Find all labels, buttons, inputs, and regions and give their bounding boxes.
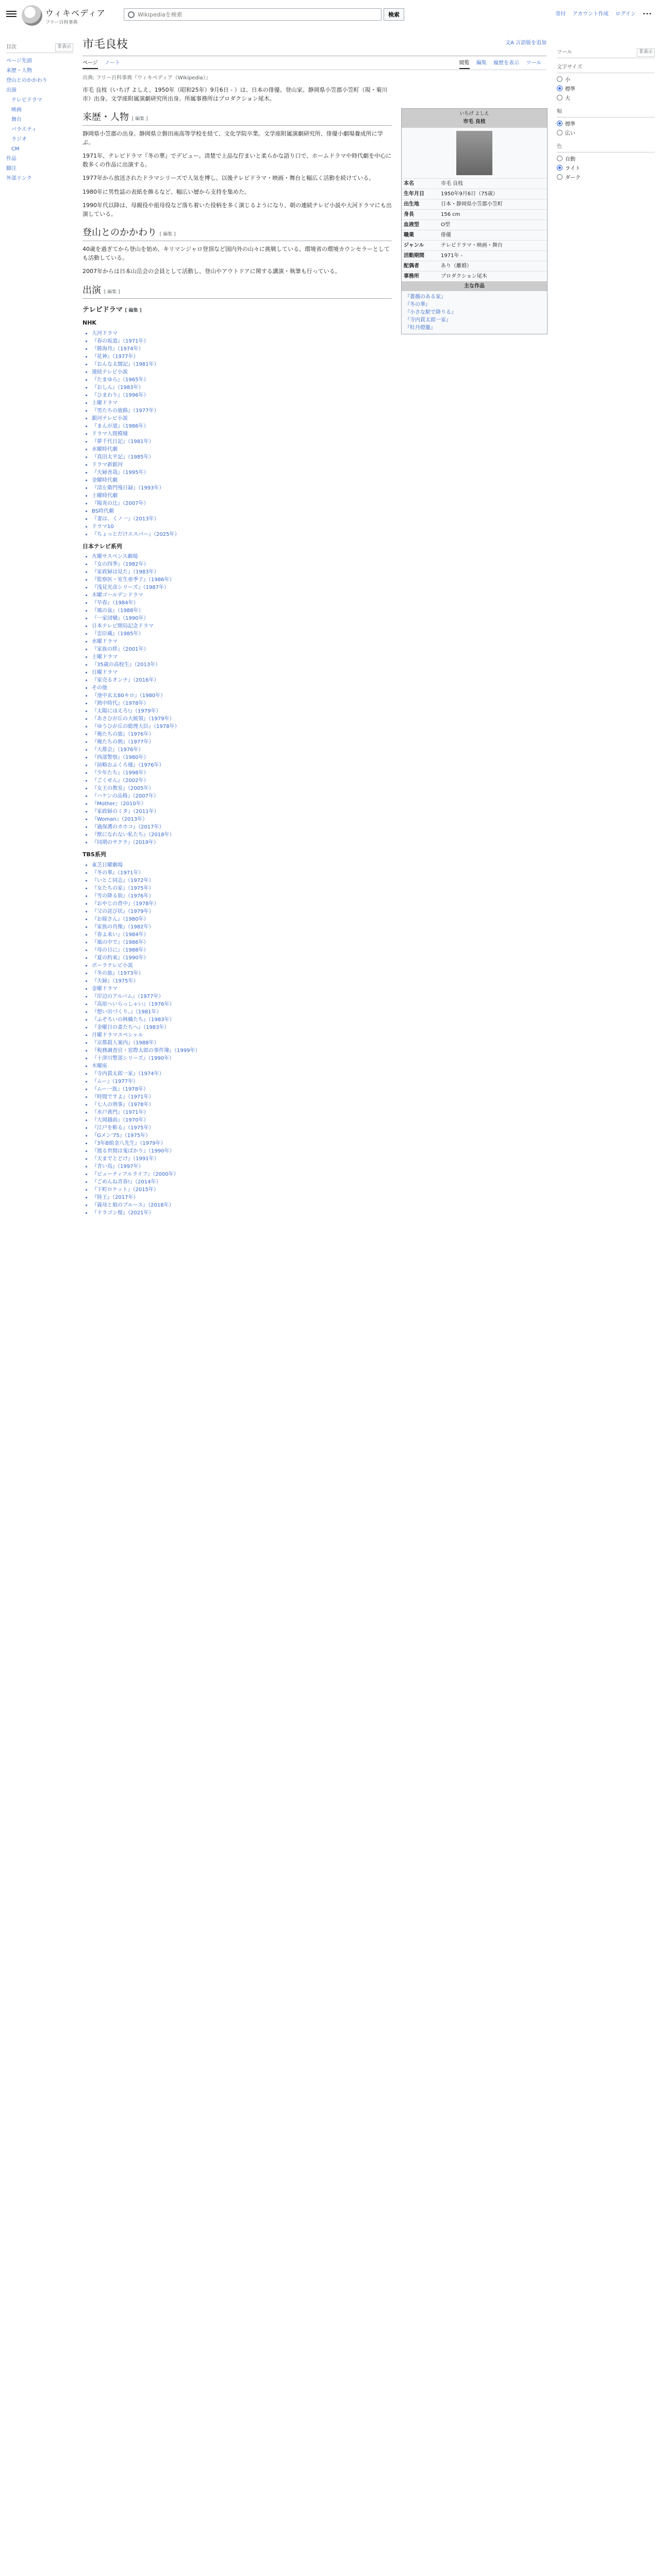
option-label: ライト [565, 166, 581, 172]
toc-hide-button[interactable]: 非表示 [55, 43, 73, 52]
infobox-work-link[interactable]: 『薔薇のある家』 [405, 294, 446, 300]
section-heading-appearances [82, 283, 392, 299]
list-item[interactable]: • 『おしん』（1983年） [92, 384, 392, 392]
radio-icon[interactable] [557, 95, 562, 100]
network-heading-nhk: NHK [82, 319, 96, 326]
toc-item[interactable]: 登山とのかかわり [6, 78, 47, 83]
infobox-row [402, 230, 547, 240]
list-item[interactable]: • 『熱中時代』（1978年） [92, 700, 392, 707]
infobox-key: ジャンル [404, 242, 424, 248]
list-item[interactable]: • 『夫婦』（1975年） [92, 977, 392, 985]
width-option[interactable] [557, 130, 655, 138]
section-title: 出演 [82, 284, 101, 296]
infobox-work-link[interactable]: 『寺内貫太郎一家』 [405, 317, 451, 323]
list-item[interactable]: • 『女たちの家』（1975年） [92, 885, 392, 892]
list-item[interactable]: • 『ひまわり』（1996年） [92, 392, 392, 399]
list-item[interactable]: • 『ビューティフルライフ』（2000年） [92, 1171, 392, 1178]
paragraph: 2007年からは日本山岳会の会員として活動し、登山やアウトドアに関する講演・執筆も行っている。 [82, 268, 341, 275]
list-item[interactable]: • 『税務調査官・窓際太郎の事件簿』（1999年） [92, 1047, 392, 1055]
list-item[interactable]: • 『早春』（1984年） [92, 599, 392, 607]
main-menu-icon[interactable] [6, 9, 16, 18]
list-item[interactable]: • 『おんな太閤記』（1981年） [92, 361, 392, 368]
list-item[interactable]: • 『清左衛門残日録』（1993年） [92, 484, 392, 492]
infobox-key: 生年月日 [404, 191, 424, 197]
infobox-work-link[interactable]: 『冬の華』 [405, 301, 431, 308]
infobox-value: 市毛 良枝 [441, 180, 464, 187]
lead-paragraph: 市毛 良枝（いちげ よしえ、1950年（昭和25年）9月6日 - ）は、日本の俳優、登山家。静岡県小笠郡小笠町（現・菊川市）出身。文学座附属演劇研究所出身。所属事務所はプロダクション尾木。 [82, 87, 388, 102]
infobox-name [402, 109, 547, 128]
list-item[interactable]: • 『母の日に』（1988年） [92, 946, 392, 954]
infobox-value: 俳優 [441, 232, 451, 238]
article-body [82, 86, 392, 1217]
list-item[interactable]: • 『下町ロケット』（2015年） [92, 1186, 392, 1194]
list-item[interactable]: • 『俺たちの朝』（1977年） [92, 738, 392, 746]
toc-item[interactable]: テレビドラマ [11, 97, 42, 103]
search-button[interactable]: 検索 [384, 8, 404, 21]
list-item[interactable]: • 『ムー一族』（1978年） [92, 1086, 392, 1093]
ntv-list [82, 553, 392, 846]
infobox-name-text: 市毛 良枝 [463, 118, 486, 125]
tools-heading: ツール [557, 49, 572, 55]
infobox-row [402, 261, 547, 271]
width-heading: 幅 [557, 108, 655, 117]
tab-edit[interactable]: 編集 [476, 60, 487, 66]
list-item[interactable]: • 『一家団欒』（1990年） [92, 615, 392, 622]
toc-item[interactable]: 来歴・人物 [6, 68, 32, 74]
list-item[interactable]: • 『陽炎の辻』（2007年） [92, 500, 392, 507]
search-input[interactable] [124, 8, 382, 21]
wikipedia-logo-icon[interactable] [22, 5, 42, 26]
list-item[interactable]: • 『3年B組金八先生』（1979年） [92, 1140, 392, 1147]
main-content [82, 36, 547, 1220]
list-item[interactable]: • 『女王の教室』（2005年） [92, 785, 392, 792]
list-item[interactable]: • 『池中玄太80キロ』（1980年） [92, 692, 392, 700]
list-item[interactable]: • 『七人の刑事』（1978年） [92, 1101, 392, 1109]
edit-section-link[interactable]: [ 編集 ] [131, 116, 148, 122]
list-item[interactable]: • 『父の詫び状』（1979年） [92, 908, 392, 916]
list-item[interactable]: • 『ハケンの品格』（2007年） [92, 792, 392, 800]
radio-selected-icon[interactable] [557, 86, 562, 91]
infobox-key: 配偶者 [404, 263, 419, 269]
tab-tools[interactable]: ツール [526, 60, 541, 66]
infobox-key: 職業 [404, 232, 414, 238]
infobox-value: 1971年 - [441, 252, 463, 259]
paragraph: 1990年代以降は、母親役や祖母役など落ち着いた役柄を多く演じるようになり、朝の連続テレビ小説や大河ドラマにも出演している。 [82, 202, 392, 217]
list-item[interactable]: • 『まんが道』（1986年） [92, 422, 392, 430]
radio-icon[interactable] [557, 76, 562, 82]
tools-hide-button[interactable]: 非表示 [637, 48, 655, 57]
title-row [82, 36, 547, 56]
list-item[interactable]: • ポーラテレビ小説 [92, 962, 392, 970]
tab-talk[interactable]: ノート [105, 60, 120, 66]
list-item[interactable]: • 『Woman』（2013年） [92, 816, 392, 823]
nhk-list [82, 330, 392, 538]
infobox-value: O型 [441, 222, 450, 228]
login-link[interactable]: ログイン [615, 11, 636, 17]
toc-item[interactable]: CM [11, 146, 20, 152]
list-item[interactable]: • 『冬の華』（1971年） [92, 869, 392, 877]
infobox-value: プロダクション尾木 [441, 273, 487, 279]
list-item[interactable]: • 『西部警察』（1980年） [92, 754, 392, 761]
subsection-heading-tv [82, 305, 392, 315]
list-item[interactable]: • 『ちょっとだけエスパー』（2025年） [92, 531, 392, 538]
list-item[interactable]: • 『岸辺のアルバム』（1977年） [92, 993, 392, 1001]
list-item[interactable]: • 『渡る世間は鬼ばかり』（1990年） [92, 1147, 392, 1155]
paragraph: 1980年に男性誌の表紙を飾るなど、幅広い層から支持を集めた。 [82, 188, 250, 195]
search-form [124, 8, 402, 22]
toc-header [6, 43, 73, 53]
list-item[interactable]: • 日本テレビ開局記念ドラマ [92, 622, 392, 630]
infobox-row [402, 178, 547, 189]
color-option[interactable] [557, 156, 655, 163]
list-item[interactable]: • 水曜時代劇 [92, 446, 392, 453]
list-item[interactable]: • 『太陽にほえろ!』（1979年） [92, 707, 392, 715]
section-heading-mountain [82, 226, 392, 241]
text-size-heading: 文字サイズ [557, 63, 655, 73]
list-item[interactable]: • 『江戸を斬る』（1975年） [92, 1124, 392, 1132]
toc-item[interactable]: 外部リンク [6, 176, 32, 181]
toc-item[interactable]: ページ先頭 [6, 58, 32, 64]
toc-sidebar [6, 43, 73, 183]
list-item[interactable]: • 『時間ですよ』（1971年） [92, 1093, 392, 1101]
list-item[interactable]: • 『家政婦は見た』（1983年） [92, 568, 392, 576]
network-heading-ntv: 日本テレビ系列 [82, 543, 122, 550]
option-label: 大 [565, 96, 570, 101]
infobox-value: 156 cm [441, 211, 460, 217]
section-heading-history [82, 110, 392, 126]
toc-item[interactable]: 出演 [6, 88, 16, 93]
radio-selected-icon[interactable] [557, 121, 562, 126]
list-item[interactable]: • ドラマ10 [92, 523, 392, 531]
list-item[interactable]: • 『少年たち』（1998年） [92, 769, 392, 777]
list-item[interactable]: • 土曜ドラマ [92, 399, 392, 407]
color-option[interactable] [557, 165, 655, 173]
list-item[interactable]: • 『女の四季』（1982年） [92, 561, 392, 568]
list-item[interactable]: • 『ごくせん』（2002年） [92, 777, 392, 785]
infobox-row [402, 219, 547, 230]
list-item[interactable]: • 『家売るオンナ』（2016年） [92, 676, 392, 684]
list-item[interactable]: • 『冬の旅』（1973年） [92, 970, 392, 977]
list-item[interactable]: • 水曜ドラマ [92, 638, 392, 646]
search-icon [128, 11, 135, 18]
toc-item[interactable]: ラジオ [11, 137, 27, 142]
list-item[interactable]: • 連続テレビ小説 [92, 368, 392, 376]
list-item[interactable]: • 『お嫁さん』（1980年） [92, 916, 392, 923]
option-label: 小 [565, 77, 570, 83]
list-item[interactable]: • 『真田太平記』（1985年） [92, 453, 392, 461]
toc-item[interactable]: 舞台 [11, 117, 22, 123]
list-item[interactable]: • 土曜時代劇 [92, 492, 392, 500]
tab-history[interactable]: 履歴を表示 [493, 60, 519, 66]
list-item[interactable]: • 『大都会』（1976年） [92, 746, 392, 754]
source-line: 出典: フリー百科事典『ウィキペディア（Wikipedia）』 [82, 75, 211, 81]
wordmark[interactable] [45, 7, 106, 27]
list-item[interactable]: • 『監察医・室生亜季子』（1986年） [92, 576, 392, 584]
edit-section-link[interactable]: [ 編集 ] [159, 232, 176, 237]
language-button[interactable]: 文A 言語版を追加 [505, 40, 547, 46]
create-account-link[interactable]: アカウント作成 [572, 11, 609, 17]
list-item[interactable]: • 『夫婦善哉』（1995年） [92, 469, 392, 477]
list-item[interactable]: • 『家族の絆』（2001年） [92, 646, 392, 653]
tbs-list [82, 861, 392, 1217]
list-item[interactable]: • 火曜サスペンス劇場 [92, 553, 392, 561]
list-item[interactable]: • 月曜ドラマスペシャル [92, 1031, 392, 1039]
option-label: ダーク [565, 175, 581, 181]
list-item[interactable]: • 土曜ドラマ [92, 653, 392, 661]
color-option[interactable] [557, 174, 655, 182]
list-item[interactable]: • 『たまゆら』（1965年） [92, 376, 392, 384]
option-label: 標準 [565, 122, 575, 127]
paragraph: 静岡県小笠郡の出身。静岡県立磐田南高等学校を経て、文化学院卒業。文学座附属演劇研究所、俳優小劇場養成所に学ぶ。 [82, 130, 383, 146]
list-item[interactable]: • 『十津川警部シリーズ』（1990年） [92, 1055, 392, 1062]
list-item[interactable]: • 『同期のサクラ』（2019年） [92, 839, 392, 846]
portrait-image[interactable] [456, 131, 492, 175]
list-item[interactable]: • 『春よ来い』（1984年） [92, 931, 392, 939]
edit-section-link[interactable]: [ 編集 ] [125, 308, 142, 313]
option-label: 広い [565, 131, 575, 137]
list-item[interactable]: • 『男たちの旅路』（1977年） [92, 407, 392, 415]
radio-icon[interactable] [557, 174, 562, 180]
list-item[interactable]: • 『寺内貫太郎一家』（1974年） [92, 1070, 392, 1078]
list-item[interactable]: • 『春の坂道』（1971年） [92, 337, 392, 345]
list-item[interactable]: • 『ムー』（1977年） [92, 1078, 392, 1086]
list-item[interactable]: • 『浅見光彦シリーズ』（1987年） [92, 584, 392, 591]
list-item[interactable]: • 木曜座 [92, 1062, 392, 1070]
infobox-key: 活動期間 [404, 252, 424, 259]
infobox-key: 身長 [404, 211, 414, 217]
list-item[interactable]: • 『家政婦のミタ』（2011年） [92, 808, 392, 816]
tools-sidebar [557, 43, 655, 183]
text-size-option[interactable] [557, 95, 655, 103]
list-item[interactable]: • 『想い出づくり。』（1981年） [92, 1008, 392, 1016]
toc-item[interactable]: 映画 [11, 107, 22, 113]
list-item[interactable]: • 金曜ドラマ [92, 985, 392, 993]
list-item[interactable]: • 『いとこ同志』（1972年） [92, 877, 392, 885]
list-item[interactable]: • 『京都殺人案内』（1988年） [92, 1039, 392, 1047]
toc-item[interactable]: 脚注 [6, 166, 16, 172]
infobox-row [402, 209, 547, 219]
list-item[interactable]: • 『雪の降る街』（1976年） [92, 892, 392, 900]
list-item[interactable]: • 木曜ゴールデンドラマ [92, 591, 392, 599]
list-item[interactable]: • 『風の盆』（1988年） [92, 607, 392, 615]
infobox-row [402, 189, 547, 199]
list-item[interactable]: • 『ごめんね青春!』（2014年） [92, 1178, 392, 1186]
infobox-key: 出生地 [404, 201, 419, 207]
list-item[interactable]: • 『過保護のカホコ』（2017年） [92, 823, 392, 831]
list-item[interactable]: • 『おやじの背中』（1978年） [92, 900, 392, 908]
list-item[interactable]: • 『獣になれない私たち』（2018年） [92, 831, 392, 839]
list-item[interactable]: • 『天までとどけ』（1991年） [92, 1155, 392, 1163]
list-item[interactable]: • 銀河テレビ小説 [92, 415, 392, 422]
list-item[interactable]: • 『ふぞろいの林檎たち』（1983年） [92, 1016, 392, 1024]
list-item[interactable]: • 『あさひが丘の大統領』（1979年） [92, 715, 392, 723]
tagline: フリー百科事典 [45, 20, 78, 25]
list-item[interactable]: • 『前略おふくろ様』（1976年） [92, 761, 392, 769]
text-size-option[interactable] [557, 86, 655, 93]
infobox-work-link[interactable]: 『小さな駅で降りる』 [405, 309, 456, 315]
list-item[interactable]: • 金曜時代劇 [92, 477, 392, 484]
header [0, 0, 662, 31]
infobox [401, 108, 548, 334]
radio-icon[interactable] [557, 130, 562, 135]
list-item[interactable]: • 大河ドラマ [92, 330, 392, 337]
infobox-works-heading: 主な作品 [402, 281, 547, 291]
infobox-row [402, 271, 547, 281]
list-item[interactable]: • BS時代劇 [92, 507, 392, 515]
list-item[interactable]: • 『金曜日の妻たちへ』（1983年） [92, 1024, 392, 1031]
toc-item[interactable]: バラエティ [11, 127, 37, 132]
infobox-row [402, 240, 547, 250]
infobox-value: あり（離婚） [441, 263, 472, 269]
list-item[interactable]: • 『ドラゴン桜』（2021年） [92, 1209, 392, 1217]
infobox-value: テレビドラマ・映画・舞台 [441, 242, 503, 248]
donate-link[interactable]: 寄付 [555, 11, 566, 17]
paragraph: 1971年、テレビドラマ『冬の華』でデビュー。清楚で上品な佇まいと柔らかな語り口で、ホームドラマや時代劇を中心に数多くの作品に出演する。 [82, 152, 392, 168]
infobox-yomi: いちげ よしえ [459, 111, 489, 116]
infobox-value: 日本・静岡県小笠郡小笠町 [441, 201, 503, 207]
list-item[interactable]: • 『35歳の高校生』（2013年） [92, 661, 392, 669]
list-item[interactable]: • 『勝海舟』（1974年） [92, 345, 392, 353]
list-item[interactable]: • 東芝日曜劇場 [92, 861, 392, 869]
tab-read[interactable]: 閲覧 [459, 60, 470, 69]
list-item[interactable]: • 『妻は、くノ一』（2013年） [92, 515, 392, 523]
infobox-value: 1950年9月6日（75歳） [441, 191, 498, 197]
infobox-row [402, 199, 547, 209]
list-item[interactable]: • 『大岡越前』（1970年） [92, 1116, 392, 1124]
section-title: 登山とのかかわり [82, 227, 157, 238]
page-tabs [82, 56, 547, 70]
list-item[interactable]: • 『陸王』（2017年） [92, 1194, 392, 1201]
list-item[interactable]: • 『Gメン’75』（1975年） [92, 1132, 392, 1140]
list-item[interactable]: • 『ゆうひが丘の総理大臣』（1978年） [92, 723, 392, 731]
list-item[interactable]: • 『義母と娘のブルース』（2018年） [92, 1201, 392, 1209]
list-item[interactable]: • 『花神』（1977年） [92, 353, 392, 361]
subsection-title: テレビドラマ [82, 306, 123, 314]
tab-page[interactable]: ページ [82, 60, 98, 69]
list-item[interactable]: • 『水戸黄門』（1971年） [92, 1109, 392, 1116]
infobox-work-link[interactable]: 『牡丹燈籠』 [405, 325, 436, 331]
list-item[interactable]: • その他 [92, 684, 392, 692]
infobox-key: 事務所 [404, 273, 419, 279]
option-label: 自動 [565, 157, 575, 162]
paragraph: 40歳を過ぎてから登山を始め、キリマンジャロ登頂など国内外の山々に挑戦している。環境省の環境カウンセラーとしても活動している。 [82, 246, 390, 261]
list-item[interactable]: • 『夢千代日記』（1981年） [92, 438, 392, 446]
list-item[interactable]: • 『高原へいらっしゃい』（1976年） [92, 1001, 392, 1008]
list-item[interactable]: • 『俺たちの旅』（1976年） [92, 731, 392, 738]
radio-selected-icon[interactable] [557, 165, 562, 171]
section-title: 来歴・人物 [82, 112, 129, 123]
edit-section-link[interactable]: [ 編集 ] [104, 289, 120, 295]
user-links [550, 10, 652, 18]
paragraph: 1977年から放送されたドラマシリーズで人気を博し、以後テレビドラマ・映画・舞台と幅広く活動を続けている。 [82, 175, 375, 181]
page-title: 市毛良枝 [82, 38, 128, 51]
toc-heading: 目次 [6, 44, 16, 50]
color-heading: 色 [557, 143, 655, 152]
tools-header [557, 48, 655, 58]
list-item[interactable]: • 『忠臣蔵』（1985年） [92, 630, 392, 638]
list-item[interactable]: • 『Mother』（2010年） [92, 800, 392, 808]
network-heading-tbs: TBS系列 [82, 851, 106, 858]
more-icon[interactable]: ••• [642, 11, 652, 17]
wordmark-text: ウィキペディア [45, 8, 106, 18]
option-label: 標準 [565, 87, 575, 92]
infobox-key: 血液型 [404, 222, 419, 228]
list-item[interactable]: • ドラマ新銀河 [92, 461, 392, 469]
infobox-row [402, 250, 547, 261]
list-item[interactable]: • 『夏の約束』（1990年） [92, 954, 392, 962]
list-item[interactable]: • 『風の中で』（1986年） [92, 939, 392, 946]
list-item[interactable]: • 『家族の肖像』（1982年） [92, 923, 392, 931]
list-item[interactable]: • ドラマ人間模様 [92, 430, 392, 438]
list-item[interactable]: • 『青い鳥』（1997年） [92, 1163, 392, 1171]
width-option[interactable] [557, 121, 655, 128]
infobox-works [402, 291, 547, 334]
radio-icon[interactable] [557, 156, 562, 161]
list-item[interactable]: • 日曜ドラマ [92, 669, 392, 676]
toc-item[interactable]: 作品 [6, 156, 16, 162]
text-size-option[interactable] [557, 76, 655, 84]
infobox-key: 本名 [404, 180, 414, 187]
